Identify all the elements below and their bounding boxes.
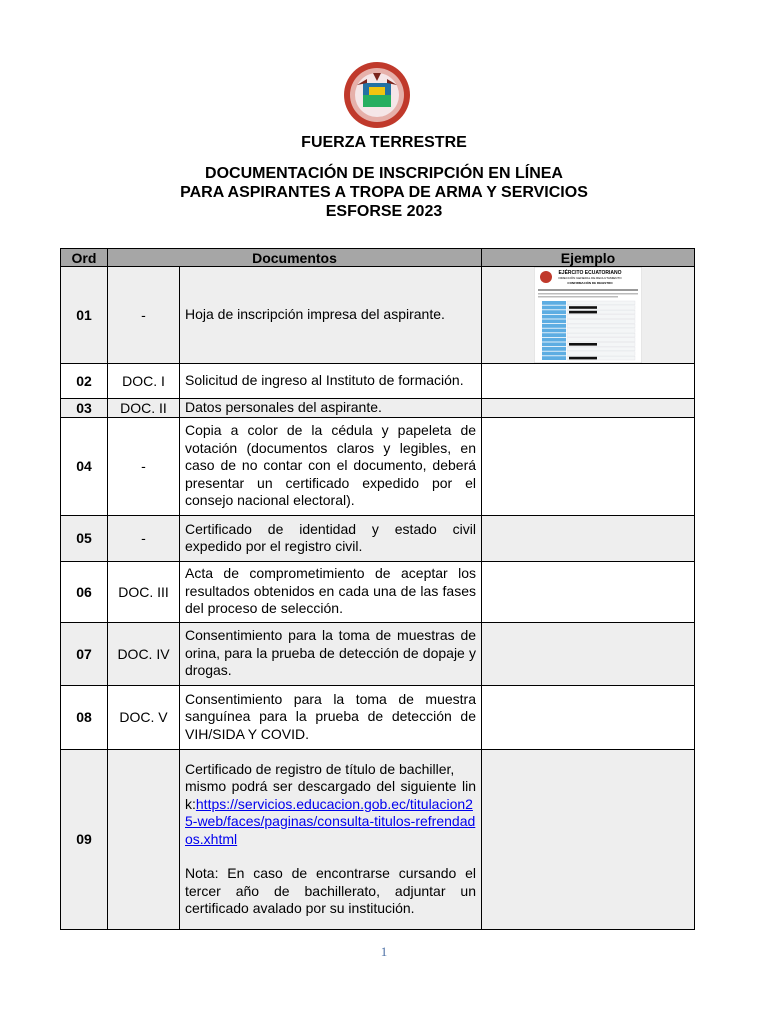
row-example bbox=[482, 267, 695, 364]
row-ord: 01 bbox=[61, 267, 108, 364]
row-description: Acta de comprometimiento de aceptar los resultados obtenidos en cada una de las fases del proceso de selección. bbox=[180, 561, 482, 622]
thumb-field-label bbox=[542, 342, 566, 346]
link-intro-text: mismo podrá ser descargado del siguiente link: bbox=[185, 778, 477, 812]
row-description: Hoja de inscripción impresa del aspirante. bbox=[180, 267, 482, 364]
table-row bbox=[61, 267, 695, 364]
row-ord: 03 bbox=[61, 399, 108, 418]
row-code: DOC. I bbox=[108, 364, 180, 399]
row-code: - bbox=[108, 515, 180, 561]
thumb-redaction bbox=[569, 343, 597, 346]
row-ord: 09 bbox=[61, 749, 108, 929]
row-description: Consentimiento para la toma de muestra sanguínea para la prueba de detección de VIH/SIDA Y COVID. bbox=[180, 685, 482, 749]
header-example: Ejemplo bbox=[482, 249, 695, 267]
row-code: - bbox=[108, 417, 180, 515]
row-description bbox=[180, 749, 482, 929]
header-ord: Ord bbox=[61, 249, 108, 267]
registration-form-thumbnail bbox=[534, 267, 642, 363]
row-ord: 06 bbox=[61, 561, 108, 622]
table-row bbox=[61, 515, 695, 561]
thumb-caption: CONFIRMACIÓN DE REGISTRO bbox=[567, 281, 613, 285]
table-row bbox=[61, 364, 695, 399]
thumb-title: EJÉRCITO ECUATORIANO bbox=[558, 270, 622, 276]
thumb-field-label bbox=[542, 338, 566, 342]
row-example bbox=[482, 561, 695, 622]
row-ord: 02 bbox=[61, 364, 108, 399]
document-title bbox=[0, 164, 768, 221]
thumb-field-value bbox=[567, 352, 635, 356]
row-ord: 05 bbox=[61, 515, 108, 561]
table-row bbox=[61, 749, 695, 929]
thumb-field-value bbox=[567, 301, 635, 305]
thumb-field-label bbox=[542, 356, 566, 360]
row-code: DOC. III bbox=[108, 561, 180, 622]
thumb-field-label bbox=[542, 310, 566, 314]
thumb-field-label bbox=[542, 306, 566, 310]
table-row bbox=[61, 622, 695, 685]
titles-verification-link[interactable]: https://servicios.educacion.gob.ec/titulacion25-web/faces/paginas/consulta-titulos-refrendados.xhtml bbox=[185, 795, 476, 847]
row-description: Datos personales del aspirante. bbox=[180, 399, 482, 418]
thumb-field-value bbox=[567, 333, 635, 337]
row-description-part-b bbox=[185, 778, 476, 848]
row-example bbox=[482, 515, 695, 561]
row-example bbox=[482, 622, 695, 685]
row-code: - bbox=[108, 267, 180, 364]
thumb-field-value bbox=[567, 347, 635, 351]
row-code bbox=[108, 749, 180, 929]
row-description: Solicitud de ingreso al Instituto de formación. bbox=[180, 364, 482, 399]
thumb-field-value bbox=[567, 319, 635, 323]
row-example bbox=[482, 685, 695, 749]
row-description: Consentimiento para la toma de muestras de orina, para la prueba de detección de dopaje y drogas. bbox=[180, 622, 482, 685]
military-crest-emblem-icon bbox=[343, 61, 411, 129]
thumb-redaction bbox=[569, 311, 597, 314]
thumb-field-value bbox=[567, 329, 635, 333]
row-code: DOC. V bbox=[108, 685, 180, 749]
thumb-field-label bbox=[542, 347, 566, 351]
row-ord: 08 bbox=[61, 685, 108, 749]
row-ord: 04 bbox=[61, 417, 108, 515]
thumb-field-label bbox=[542, 352, 566, 356]
thumb-subtitle: DIRECCIÓN GENERAL DE RECLUTAMIENTO bbox=[558, 276, 622, 280]
documents-table bbox=[60, 248, 695, 930]
row-code: DOC. IV bbox=[108, 622, 180, 685]
row-ord: 07 bbox=[61, 622, 108, 685]
thumb-field-label bbox=[542, 324, 566, 328]
thumb-field-value bbox=[567, 324, 635, 328]
row-description: Copia a color de la cédula y papeleta de votación (documentos claros y legibles, en caso de no contar con el documento, deberá presentar un certificado expedido por el consejo nacional electoral). bbox=[180, 417, 482, 515]
document-title-line-2: PARA ASPIRANTES A TROPA DE ARMA Y SERVICIOS bbox=[180, 184, 588, 201]
document-title-line-3: ESFORSE 2023 bbox=[325, 203, 443, 220]
row-description: Certificado de identidad y estado civil expedido por el registro civil. bbox=[180, 515, 482, 561]
row-example bbox=[482, 749, 695, 929]
table-row bbox=[61, 417, 695, 515]
thumb-field-label bbox=[542, 333, 566, 337]
institution-title: FUERZA TERRESTRE bbox=[301, 134, 467, 151]
thumb-field-label bbox=[542, 319, 566, 323]
thumb-field-label bbox=[542, 315, 566, 319]
table-row bbox=[61, 561, 695, 622]
thumb-redaction bbox=[569, 306, 597, 309]
page-number: 1 bbox=[380, 944, 388, 959]
row-example bbox=[482, 399, 695, 418]
document-title-line-1: DOCUMENTACIÓN DE INSCRIPCIÓN EN LÍNEA bbox=[205, 165, 563, 182]
spacer bbox=[185, 848, 476, 865]
table-header-row bbox=[61, 249, 695, 267]
row-description-part-a: Certificado de registro de título de bachiller, bbox=[185, 760, 455, 777]
table-row bbox=[61, 685, 695, 749]
thumb-field-label bbox=[542, 329, 566, 333]
header-documents: Documentos bbox=[108, 249, 482, 267]
table-row bbox=[61, 399, 695, 418]
row-example bbox=[482, 364, 695, 399]
thumb-redaction bbox=[569, 357, 597, 360]
thumb-field-value bbox=[567, 315, 635, 319]
thumb-field-label bbox=[542, 301, 566, 305]
thumb-field-value bbox=[567, 338, 635, 342]
row-code: DOC. II bbox=[108, 399, 180, 418]
row-note: Nota: En caso de encontrarse cursando el tercer año de bachillerato, adjuntar un certificado avalado por su institución. bbox=[185, 865, 477, 916]
row-example bbox=[482, 417, 695, 515]
